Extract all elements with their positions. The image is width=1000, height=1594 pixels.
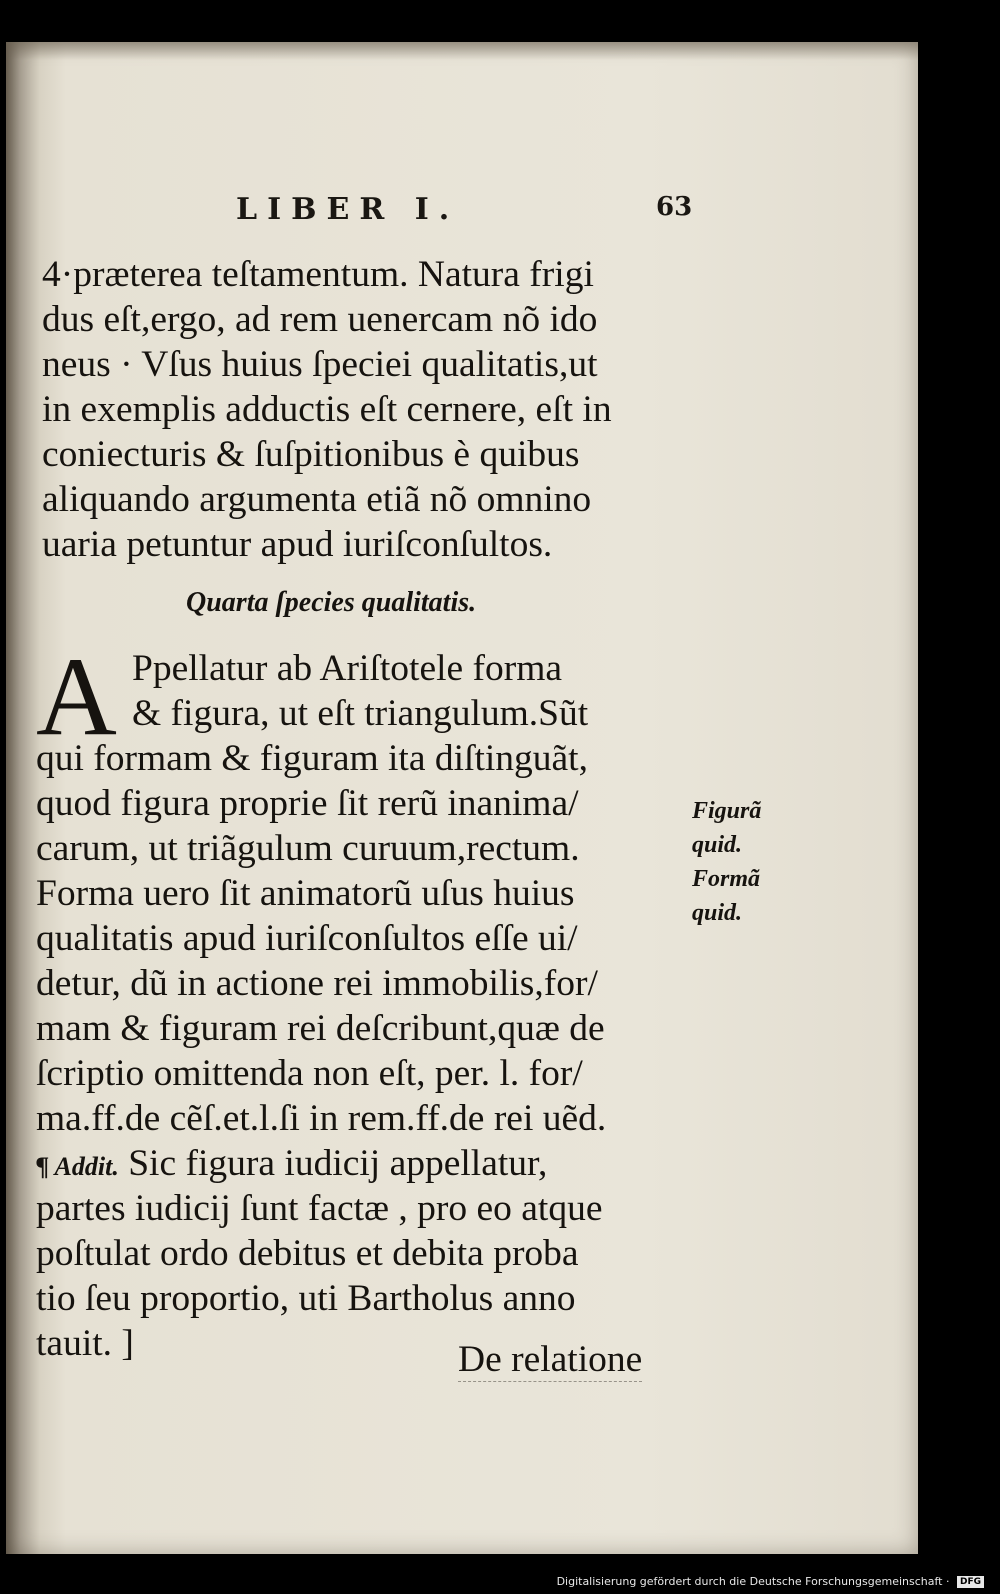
margin-note: quid.: [692, 900, 743, 926]
book-page: [6, 42, 918, 1554]
text-line: dus eſt,ergo, ad rem uenercam nõ ido: [42, 299, 598, 340]
text-line: ma.ff.de cẽſ.et.l.ſi in rem.ff.de rei uẽd.: [36, 1098, 607, 1139]
text-line: tio ſeu proportio, uti Bartholus anno: [36, 1278, 576, 1319]
margin-note: quid.: [692, 832, 743, 858]
text-line: quod figura proprie ſit rerũ inanima/: [36, 783, 579, 824]
text-line: partes iudicij ſunt factæ , pro eo atque: [36, 1188, 603, 1229]
text-line: aliquando argumenta etiã nõ omnino: [42, 479, 592, 520]
text-line: neus · Vſus huius ſpeciei qualitatis,ut: [42, 344, 598, 385]
text-line: detur, dũ in actione rei immobilis,for/: [36, 963, 598, 1004]
catchword: De relatione: [458, 1339, 643, 1380]
drop-cap: A: [36, 635, 117, 759]
text-line: & figura, ut eſt triangulum.Sũt: [132, 693, 589, 734]
paragraph-2: [36, 635, 686, 1367]
addit-text: Sic figura iudicij appellatur,: [118, 1143, 548, 1184]
addit-marker: ¶ Addit.: [36, 1152, 119, 1181]
credit-text: Digitalisierung gefördert durch die Deutsche Forschungsgemeinschaft ·: [556, 1575, 950, 1588]
text-line: coniecturis & ſuſpitionibus è quibus: [42, 434, 580, 475]
text-line: 4·præterea teſtamentum. Natura frigi: [42, 254, 594, 295]
text-line: Ppellatur ab Ariſtotele forma: [132, 648, 563, 689]
text-line: mam & figuram rei deſcribunt,quæ de: [36, 1008, 605, 1049]
text-line: ſcriptio omittenda non eſt, per. l. for/: [36, 1053, 583, 1094]
digitization-credit: [557, 1575, 984, 1588]
margin-note: Figurã: [692, 798, 762, 824]
text-line: poſtulat ordo debitus et debita proba: [36, 1233, 579, 1274]
text-line: in exemplis adductis eſt cernere, eſt in: [42, 389, 612, 430]
dfg-logo: DFG: [957, 1576, 984, 1588]
page-top-shadow: [6, 42, 918, 60]
text-line: carum, ut triãgulum curuum,rectum.: [36, 828, 580, 869]
text-line: tauit. ]: [36, 1323, 134, 1364]
text-line: qui formam & figuram ita diſtinguãt,: [36, 738, 588, 779]
folio-number: 63: [656, 192, 693, 222]
section-heading: Quarta ſpecies qualitatis.: [186, 587, 477, 618]
margin-notes: [692, 794, 802, 930]
text-line: qualitatis apud iuriſconſultos eſſe ui/: [36, 918, 578, 959]
text-line: uaria petuntur apud iuriſconſultos.: [42, 524, 553, 565]
paragraph-1: [42, 252, 692, 567]
margin-note: Formã: [692, 866, 761, 892]
running-title: LIBER I.: [236, 192, 460, 227]
text-line: Forma uero ſit animatorũ uſus huius: [36, 873, 575, 914]
addit-line: [36, 1142, 686, 1187]
